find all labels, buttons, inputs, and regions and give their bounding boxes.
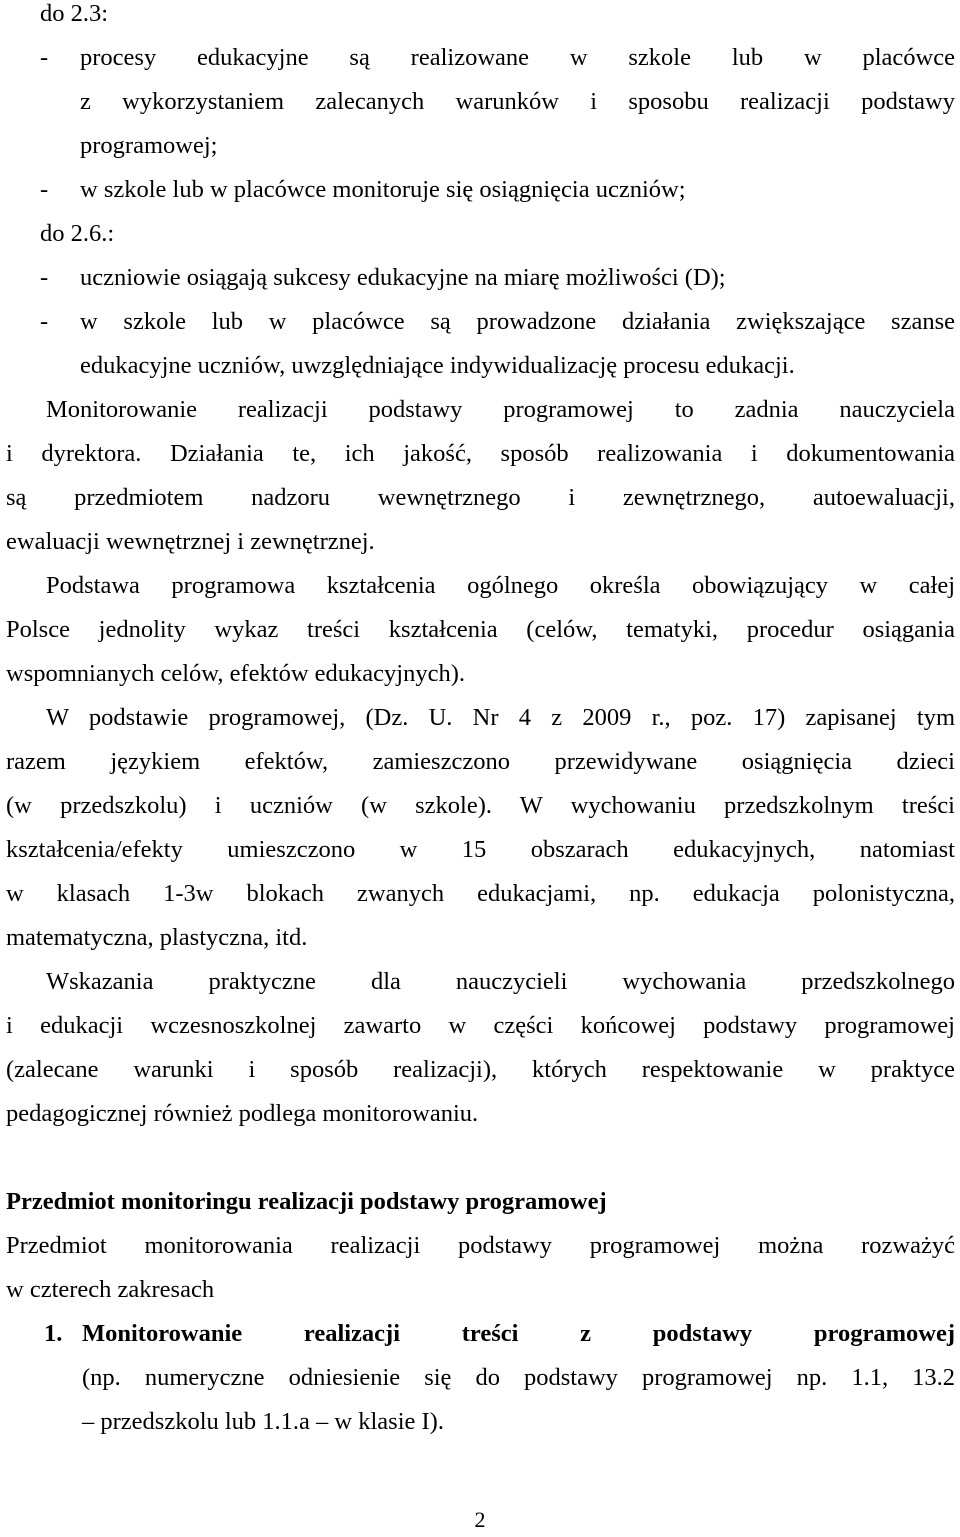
numbered-item-line: – przedszkolu lub 1.1.a – w klasie I). [82, 1408, 444, 1435]
paragraph-line: kształcenia/efekty umieszczono w 15 obszarach edukacyjnych, natomiast [6, 836, 955, 863]
paragraph-line: i edukacji wczesnoszkolnej zawarto w części końcowej podstawy programowej [6, 1012, 955, 1039]
list-number: 1. [44, 1320, 63, 1347]
subject-heading: Przedmiot monitoringu realizacji podstawy programowej [6, 1188, 607, 1215]
paragraph-line: i dyrektora. Działania te, ich jakość, sposób realizowania i dokumentowania [6, 440, 955, 467]
paragraph-line: są przedmiotem nadzoru wewnętrznego i zewnętrznego, autoewaluacji, [6, 484, 955, 511]
list-item-line: edukacyjne uczniów, uwzględniające indywidualizację procesu edukacji. [80, 352, 795, 379]
paragraph-line: Przedmiot monitorowania realizacji podstawy programowej można rozważyć [6, 1232, 955, 1259]
paragraph-line: w klasach 1-3w blokach zwanych edukacjami, np. edukacja polonistyczna, [6, 880, 955, 907]
dash-bullet: - [40, 308, 49, 335]
numbered-item-title: Monitorowanie realizacji treści z podstawy programowej [82, 1320, 955, 1347]
list-item-line: w szkole lub w placówce są prowadzone działania zwiększające szanse [80, 308, 955, 335]
dash-bullet: - [40, 264, 49, 291]
paragraph-line: W podstawie programowej, (Dz. U. Nr 4 z 2009 r., poz. 17) zapisanej tym [46, 704, 955, 731]
paragraph-line: ewaluacji wewnętrznej i zewnętrznej. [6, 528, 375, 555]
paragraph-line: w czterech zakresach [6, 1276, 215, 1303]
list-item-line: programowej; [80, 132, 218, 159]
list-item-line: procesy edukacyjne są realizowane w szkole lub w placówce [80, 44, 955, 71]
paragraph-line: Podstawa programowa kształcenia ogólnego określa obowiązujący w całej [46, 572, 955, 599]
page-number: 2 [474, 1507, 486, 1532]
paragraph-line: pedagogicznej również podlega monitorowaniu. [6, 1100, 479, 1127]
paragraph-line: Wskazania praktyczne dla nauczycieli wychowania przedszkolnego [46, 968, 955, 995]
section-heading: do 2.6.: [40, 220, 115, 247]
numbered-item-line: (np. numeryczne odniesienie się do podstawy programowej np. 1.1, 13.2 [82, 1364, 955, 1391]
paragraph-line: razem językiem efektów, zamieszczono przewidywane osiągnięcia dzieci [6, 748, 955, 775]
section-heading: do 2.3: [40, 0, 109, 27]
paragraph-line: (zalecane warunki i sposób realizacji), których respektowanie w praktyce [6, 1056, 955, 1083]
paragraph-line: matematyczna, plastyczna, itd. [6, 924, 308, 951]
list-item-line: w szkole lub w placówce monitoruje się osiągnięcia uczniów; [80, 176, 686, 203]
list-item-line: z wykorzystaniem zalecanych warunków i sposobu realizacji podstawy [80, 88, 955, 115]
paragraph-line: wspomnianych celów, efektów edukacyjnych). [6, 660, 465, 687]
paragraph-line: Polsce jednolity wykaz treści kształcenia (celów, tematyki, procedur osiągania [6, 616, 955, 643]
dash-bullet: - [40, 44, 49, 71]
paragraph-line: (w przedszkolu) i uczniów (w szkole). W wychowaniu przedszkolnym treści [6, 792, 955, 819]
paragraph-line: Monitorowanie realizacji podstawy programowej to zadnia nauczyciela [46, 396, 955, 423]
dash-bullet: - [40, 176, 49, 203]
list-item-line: uczniowie osiągają sukcesy edukacyjne na miarę możliwości (D); [80, 264, 726, 291]
